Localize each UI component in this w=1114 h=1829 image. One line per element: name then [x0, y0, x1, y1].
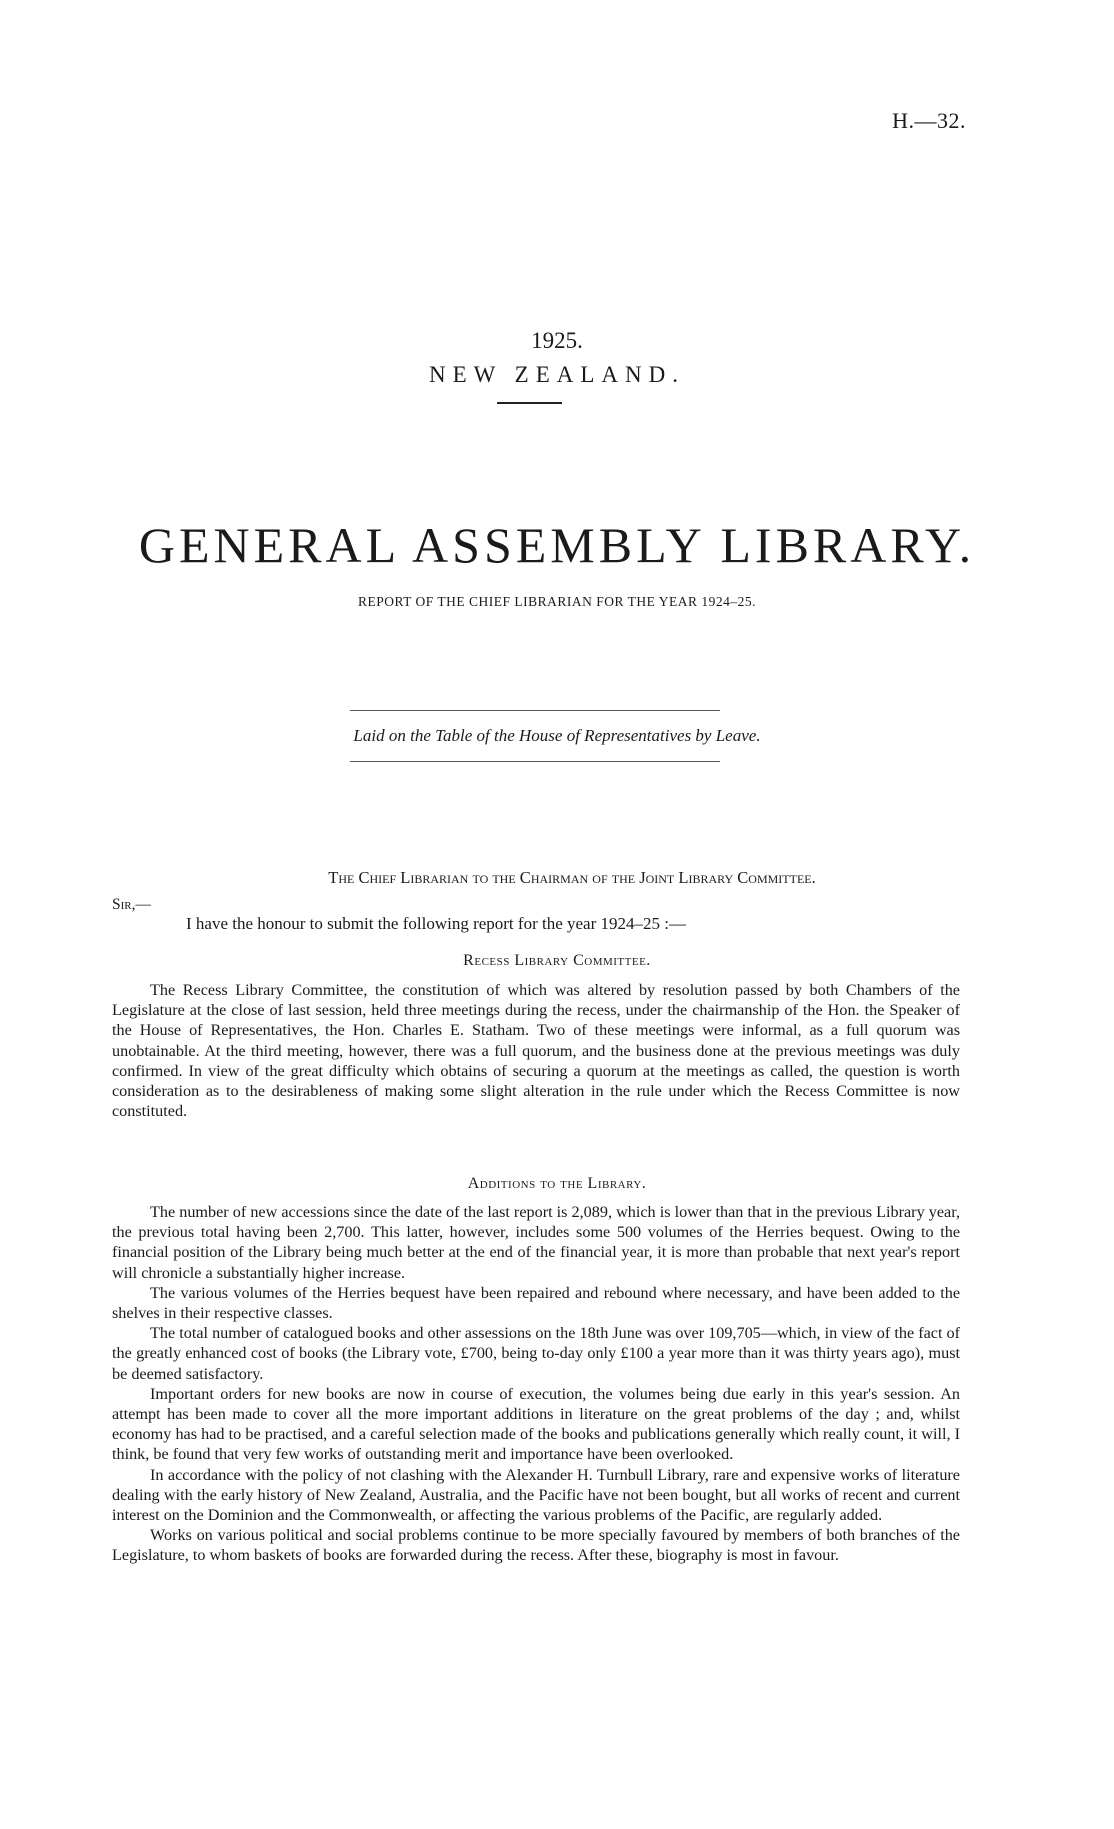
section-heading-additions: Additions to the Library. — [467, 1175, 647, 1192]
paragraph: The number of new accessions since the date of the last report is 2,089, which is lower than that in the previous Library year, the previous total having been 2,700. This latter, however, includes some 500 volumes of the Herries bequest. Owing to the financial position of the Library being much better at the end of the financial year, it is more than probable that next year's report will chronicle a substantially higher increase. — [112, 1203, 960, 1282]
paragraph: The total number of catalogued books and other assessions on the 18th June was over 109,705—which, in view of the fact of the greatly enhanced cost of books (the Library vote, £700, being to-day only £100 a year more than it was thirty years ago), must be deemed satisfactory. — [112, 1324, 960, 1383]
paragraph: The various volumes of the Herries bequest have been repaired and rebound where necessary, and have been added to the shelves in their respective classes. — [112, 1283, 960, 1323]
document-subtitle: REPORT OF THE CHIEF LIBRARIAN FOR THE YEAR 1924–25. — [357, 594, 757, 609]
paragraph: The Recess Library Committee, the constitution of which was altered by resolution passed by both Chambers of the Legislature at the close of last session, held three meetings during the recess, under the chairmanship of the Hon. the Speaker of the House of Representatives, the Hon. Charles E. Statham. Two of these meetings were informal, as a full quorum was unobtainable. At the third meeting, however, there was a full quorum, and the business done at the previous meetings was duly confirmed. In view of the great difficulty which obtains of securing a quorum at the meetings as called, the question is worth consideration as to the desirableness of making some slight alteration in the rule under which the Recess Committee is now constituted. — [112, 981, 960, 1121]
intro-paragraph: I have the honour to submit the following report for the year 1924–25 :— — [186, 914, 686, 933]
divider-rule-top — [350, 710, 720, 711]
paragraph: Works on various political and social problems continue to be more specially favoured by members of both branches of the Legislature, to whom baskets of books are forwarded during the recess. After these, biography is most in favour. — [112, 1526, 960, 1565]
country-heading: NEW ZEALAND. — [428, 362, 686, 387]
divider-rule-bottom — [350, 761, 720, 762]
section-body-recess-committee — [112, 980, 960, 1121]
salutation: Sir,— — [112, 896, 151, 913]
report-year: 1925. — [531, 328, 583, 353]
divider-rule — [497, 402, 562, 404]
addressee-line: The Chief Librarian to the Chairman of the Joint Library Committee. — [328, 868, 816, 887]
paragraph: In accordance with the policy of not clashing with the Alexander H. Turnbull Library, rare and expensive works of literature dealing with the early history of New Zealand, Australia, and the Pacific have not been bought, but all works of recent and current interest on the Dominion and the Commonwealth, or affecting the various problems of the Pacific, are regularly added. — [112, 1465, 960, 1525]
page-reference: H.—32. — [892, 108, 966, 133]
section-heading-recess-committee: Recess Library Committee. — [463, 952, 651, 969]
laid-on-table-note: Laid on the Table of the House of Representatives by Leave. — [353, 726, 761, 745]
paragraph: Important orders for new books are now in course of execution, the volumes being due early in this year's session. An attempt has been made to cover all the more important additions in literature on the great problems of the day ; and, whilst economy has had to be practised, and a careful selection made of the books and publications generally which really count, it will, I think, be found that very few works of outstanding merit and importance have been overlooked. — [112, 1384, 960, 1464]
document-title: GENERAL ASSEMBLY LIBRARY. — [138, 517, 976, 573]
section-body-additions — [112, 1202, 960, 1566]
